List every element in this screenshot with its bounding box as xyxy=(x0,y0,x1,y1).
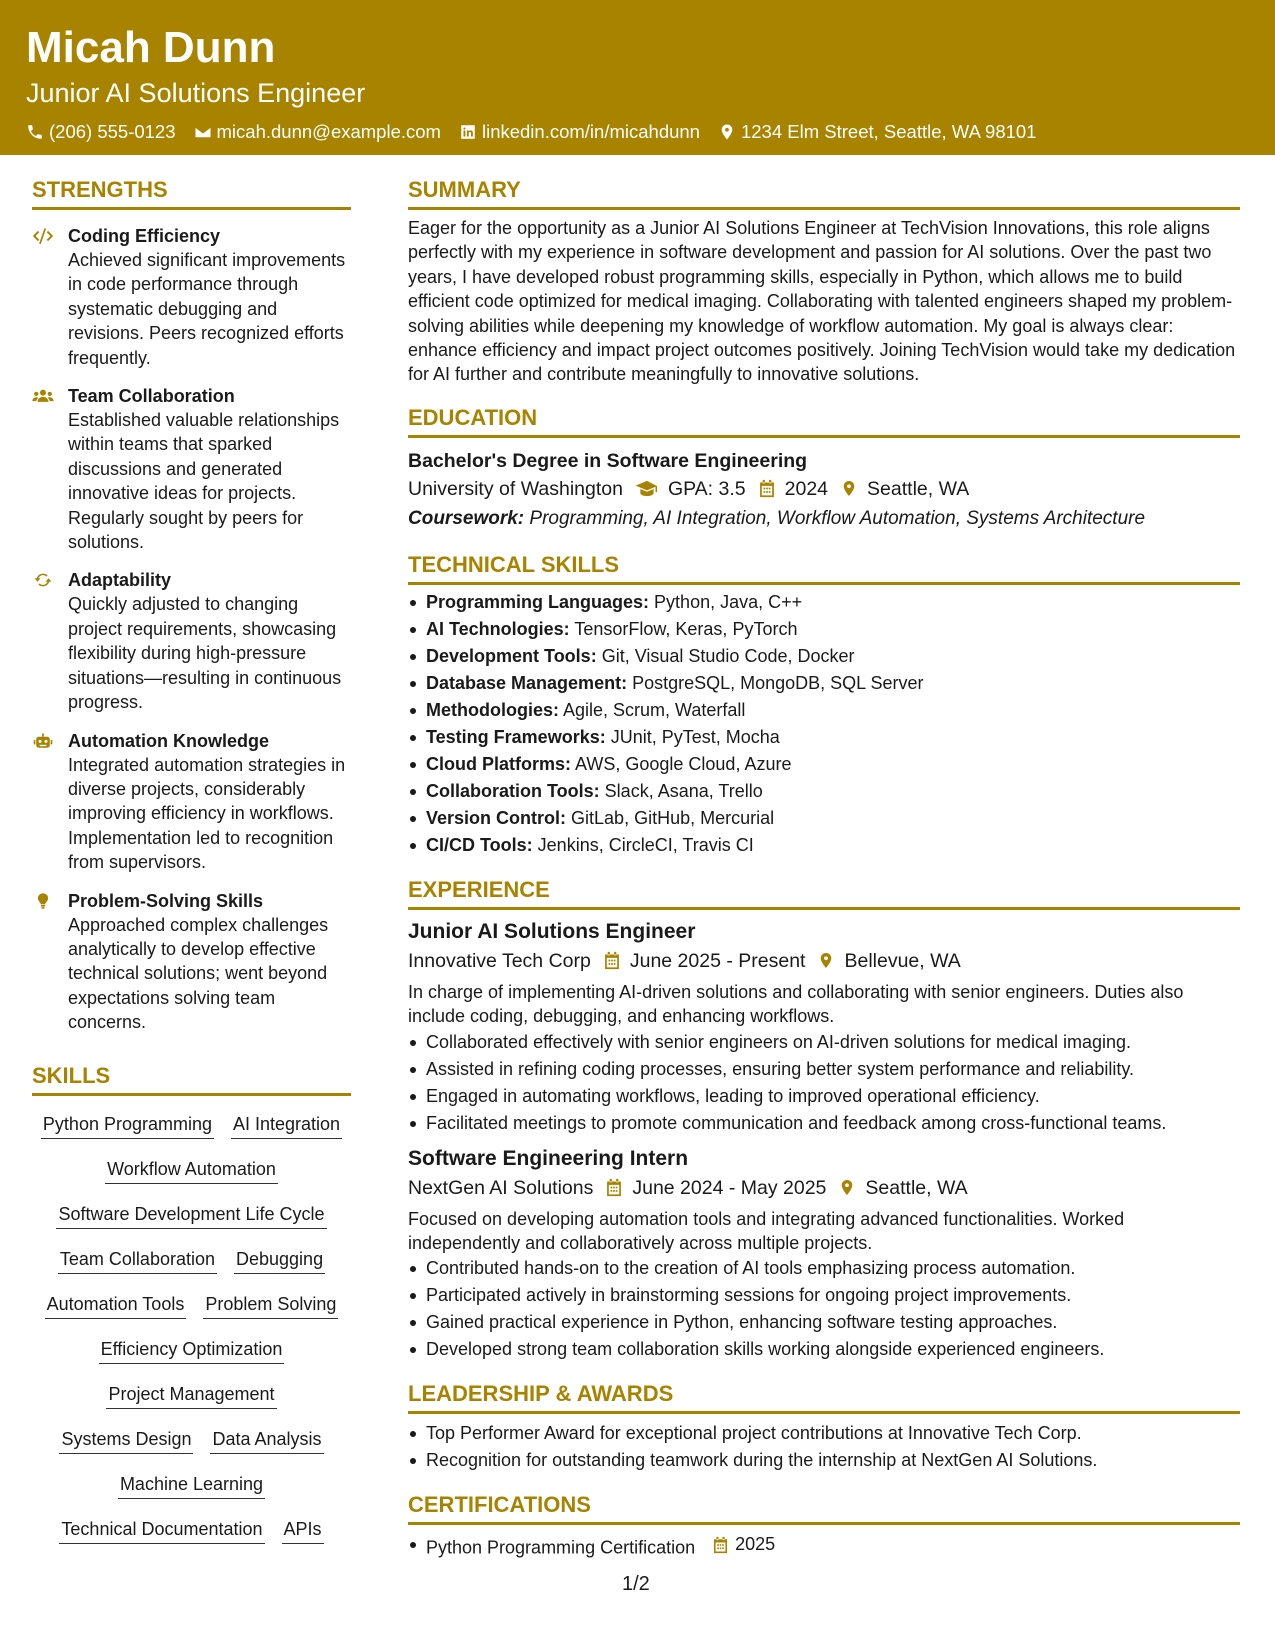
strength-desc: Achieved significant improvements in code performance through systematic debugging and revisions. Peers recognized efforts frequently. xyxy=(68,250,346,368)
refresh-icon xyxy=(32,571,54,589)
certifications-heading: CERTIFICATIONS xyxy=(408,1490,1240,1525)
strength-name: Coding Efficiency xyxy=(68,226,221,246)
list-item xyxy=(408,724,1240,751)
calendar-icon xyxy=(605,1178,623,1197)
list-item xyxy=(408,805,1240,832)
location-text: Seattle, WA xyxy=(865,1176,968,1199)
skill-tag: Python Programming xyxy=(41,1112,214,1139)
strength-item xyxy=(32,384,351,554)
map-pin-icon xyxy=(840,479,858,498)
users-icon xyxy=(32,387,54,405)
skill-tag: Problem Solving xyxy=(203,1292,338,1319)
skill-values: Slack, Asana, Trello xyxy=(604,780,763,801)
skill-values: Agile, Scrum, Waterfall xyxy=(563,699,746,720)
coursework xyxy=(408,504,1240,534)
skill-category: CI/CD Tools: xyxy=(426,834,533,855)
contact-email[interactable] xyxy=(194,120,441,144)
phone-text: (206) 555-0123 xyxy=(49,121,176,142)
skills-cloud xyxy=(32,1112,351,1544)
address-text: 1234 Elm Street, Seattle, WA 98101 xyxy=(740,121,1037,142)
list-item xyxy=(408,751,1240,778)
skill-values: PostgreSQL, MongoDB, SQL Server xyxy=(632,672,924,693)
list-item: Developed strong team collaboration skills working alongside experienced engineers. xyxy=(408,1336,1240,1363)
calendar-icon xyxy=(758,479,776,498)
education-location xyxy=(840,474,969,504)
coursework-label: Coursework: xyxy=(408,507,525,529)
strengths-heading: STRENGTHS xyxy=(32,175,351,210)
strength-desc: Quickly adjusted to changing project requirements, showcasing flexibility during high-pressure situations—resulting in continuous progress. xyxy=(68,594,342,713)
job-bullets xyxy=(408,1029,1240,1137)
strength-desc: Established valuable relationships within teams that sparked discussions and generated innovative ideas for projects. Regularly sought by peers for solutions. xyxy=(68,410,340,553)
certification-year: 2025 xyxy=(735,1534,776,1555)
right-column xyxy=(408,175,1240,1562)
job-dates xyxy=(603,946,806,976)
skill-tag: Data Analysis xyxy=(210,1427,323,1454)
left-column xyxy=(32,175,351,1544)
skill-tag: Technical Documentation xyxy=(59,1517,264,1544)
linkedin-link[interactable]: linkedin.com/in/micahdunn xyxy=(481,121,700,142)
certification-name: Python Programming Certification xyxy=(426,1537,696,1558)
robot-icon xyxy=(32,732,54,750)
list-item xyxy=(408,832,1240,859)
skill-tag: Automation Tools xyxy=(45,1292,187,1319)
calendar-icon xyxy=(603,951,621,970)
job-description: Focused on developing automation tools and integrating advanced functionalities. Worked independently and collaboratively across multiple projects. xyxy=(408,1208,1125,1254)
list-item: Participated actively in brainstorming sessions for ongoing project improvements. xyxy=(408,1282,1240,1309)
calendar-icon xyxy=(712,1536,729,1554)
skill-category: Testing Frameworks: xyxy=(426,726,606,747)
summary-heading: SUMMARY xyxy=(408,175,1240,210)
skill-tag: Machine Learning xyxy=(118,1472,265,1499)
job-location xyxy=(838,1173,967,1203)
strength-name: Adaptability xyxy=(68,570,172,591)
strength-item xyxy=(32,729,351,875)
skill-tag: Team Collaboration xyxy=(58,1247,217,1274)
contact-address xyxy=(718,120,1037,144)
job-meta xyxy=(408,946,1240,976)
list-item xyxy=(408,616,1240,643)
strength-desc: Approached complex challenges analytically to develop effective technical solutions; went beyond expectations solving team concerns. xyxy=(68,914,329,1033)
list-item xyxy=(408,589,1240,616)
skills-heading: SKILLS xyxy=(32,1061,351,1096)
skill-tag: APIs xyxy=(282,1517,324,1544)
strength-desc: Integrated automation strategies in diverse projects, considerably improving efficiency in workflows. Implementation led to recognition from supervisors. xyxy=(68,754,346,873)
strength-item xyxy=(32,224,351,370)
list-item: Top Performer Award for exceptional project contributions at Innovative Tech Corp. xyxy=(408,1420,1240,1447)
skill-tag: Efficiency Optimization xyxy=(99,1337,285,1364)
skill-category: Methodologies: xyxy=(426,699,559,720)
skill-tag: Debugging xyxy=(234,1247,325,1274)
skill-values: Git, Visual Studio Code, Docker xyxy=(601,645,855,666)
skill-values: JUnit, PyTest, Mocha xyxy=(610,726,780,747)
job-entry xyxy=(408,1145,1240,1364)
education-heading: EDUCATION xyxy=(408,403,1240,438)
job-title: Junior AI Solutions Engineer xyxy=(408,919,696,943)
strength-name: Team Collaboration xyxy=(68,386,235,407)
code-icon xyxy=(32,227,54,245)
contact-linkedin[interactable] xyxy=(459,120,700,144)
list-item xyxy=(408,643,1240,670)
skill-category: Database Management: xyxy=(426,672,628,693)
certification-date xyxy=(712,1531,775,1558)
skill-values: TensorFlow, Keras, PyTorch xyxy=(574,618,798,639)
map-pin-icon xyxy=(718,123,736,141)
skill-tag: Systems Design xyxy=(59,1427,193,1454)
linkedin-icon xyxy=(459,123,477,141)
job-entry xyxy=(408,918,1240,1137)
skill-category: Cloud Platforms: xyxy=(426,753,572,774)
skill-values: Jenkins, CircleCI, Travis CI xyxy=(537,834,754,855)
job-title: Software Engineering Intern xyxy=(408,1146,689,1170)
job-dates xyxy=(605,1173,826,1203)
location-text: Bellevue, WA xyxy=(844,949,961,972)
strength-item xyxy=(32,568,351,714)
contact-bar xyxy=(26,120,1249,144)
skill-values: GitLab, GitHub, Mercurial xyxy=(571,807,775,828)
coursework-text: Programming, AI Integration, Workflow Automation, Systems Architecture xyxy=(529,507,1146,529)
skill-values: Python, Java, C++ xyxy=(654,591,803,612)
strength-name: Problem-Solving Skills xyxy=(68,890,264,911)
strength-name: Automation Knowledge xyxy=(68,730,269,751)
company-name: Innovative Tech Corp xyxy=(408,949,591,972)
location-text: Seattle, WA xyxy=(867,477,970,500)
summary-text: Eager for the opportunity as a Junior AI Solutions Engineer at TechVision Innovations, this role aligns perfectly with my experience in software development and passion for AI solutions. Over the past two years, I have developed robust programming skills, especially in Python, which allows me to build efficient code optimized for medical imaging. Collaborating with talented engineers shaped my problem-solving abilities while deepening my knowledge of workflow automation. My goal is always clear: enhance efficiency and impact project outcomes positively. Joining TechVision would take my dedication for AI further and contribute meaningfully to innovative solutions. xyxy=(408,218,1236,385)
company-name: NextGen AI Solutions xyxy=(408,1176,594,1199)
job-description: In charge of implementing AI-driven solutions and collaborating with senior engineers. Duties also include coding, debugging, and enhancing workflows. xyxy=(408,981,1184,1027)
list-item: Gained practical experience in Python, enhancing software testing approaches. xyxy=(408,1309,1240,1336)
list-item: Assisted in refining coding processes, ensuring better system performance and reliability. xyxy=(408,1056,1240,1083)
job-meta xyxy=(408,1173,1240,1203)
education-meta xyxy=(408,474,1240,504)
graduation-cap-icon xyxy=(635,479,659,498)
resume-header xyxy=(0,0,1275,155)
education-gpa xyxy=(635,474,746,504)
education-year xyxy=(758,474,828,504)
list-item: Engaged in automating workflows, leading to improved operational efficiency. xyxy=(408,1083,1240,1110)
year-text: 2024 xyxy=(784,477,829,500)
job-bullets xyxy=(408,1255,1240,1363)
map-pin-icon xyxy=(838,1178,856,1197)
skill-category: Development Tools: xyxy=(426,645,597,666)
list-item xyxy=(408,697,1240,724)
leadership-list xyxy=(408,1420,1240,1474)
degree-name: Bachelor's Degree in Software Engineering xyxy=(408,449,808,472)
candidate-title: Junior AI Solutions Engineer xyxy=(26,78,366,108)
technical-skills-list xyxy=(408,589,1240,859)
skill-category: Version Control: xyxy=(426,807,567,828)
list-item: Collaborated effectively with senior engineers on AI-driven solutions for medical imaging. xyxy=(408,1029,1240,1056)
skill-tag: Software Development Life Cycle xyxy=(56,1202,326,1229)
skill-category: AI Technologies: xyxy=(426,618,570,639)
list-item xyxy=(408,778,1240,805)
list-item: Contributed hands-on to the creation of AI tools emphasizing process automation. xyxy=(408,1255,1240,1282)
lightbulb-icon xyxy=(32,892,54,910)
gpa-text: GPA: 3.5 xyxy=(667,477,746,500)
experience-heading: EXPERIENCE xyxy=(408,875,1240,910)
skill-tag: Workflow Automation xyxy=(105,1157,278,1184)
leadership-heading: LEADERSHIP & AWARDS xyxy=(408,1379,1240,1414)
dates-text: June 2024 - May 2025 xyxy=(632,1176,827,1199)
skill-tag: AI Integration xyxy=(231,1112,342,1139)
skill-values: AWS, Google Cloud, Azure xyxy=(575,753,792,774)
email-link[interactable]: micah.dunn@example.com xyxy=(216,121,441,142)
list-item: Recognition for outstanding teamwork during the internship at NextGen AI Solutions. xyxy=(408,1447,1240,1474)
page-number: 1/2 xyxy=(622,1573,650,1595)
list-item: Facilitated meetings to promote communication and feedback among cross-functional teams. xyxy=(408,1110,1240,1137)
phone-icon xyxy=(26,123,44,141)
list-item xyxy=(408,670,1240,697)
strength-item xyxy=(32,889,351,1035)
certifications-list xyxy=(408,1531,1240,1562)
contact-phone xyxy=(26,120,176,144)
technical-skills-heading: TECHNICAL SKILLS xyxy=(408,550,1240,585)
skill-category: Programming Languages: xyxy=(426,591,650,612)
job-location xyxy=(817,946,960,976)
map-pin-icon xyxy=(817,951,835,970)
list-item xyxy=(408,1531,1240,1562)
school-name: University of Washington xyxy=(408,477,623,500)
candidate-name: Micah Dunn xyxy=(26,23,276,72)
dates-text: June 2025 - Present xyxy=(629,949,806,972)
skill-tag: Project Management xyxy=(106,1382,276,1409)
envelope-icon xyxy=(194,123,212,141)
skill-category: Collaboration Tools: xyxy=(426,780,600,801)
